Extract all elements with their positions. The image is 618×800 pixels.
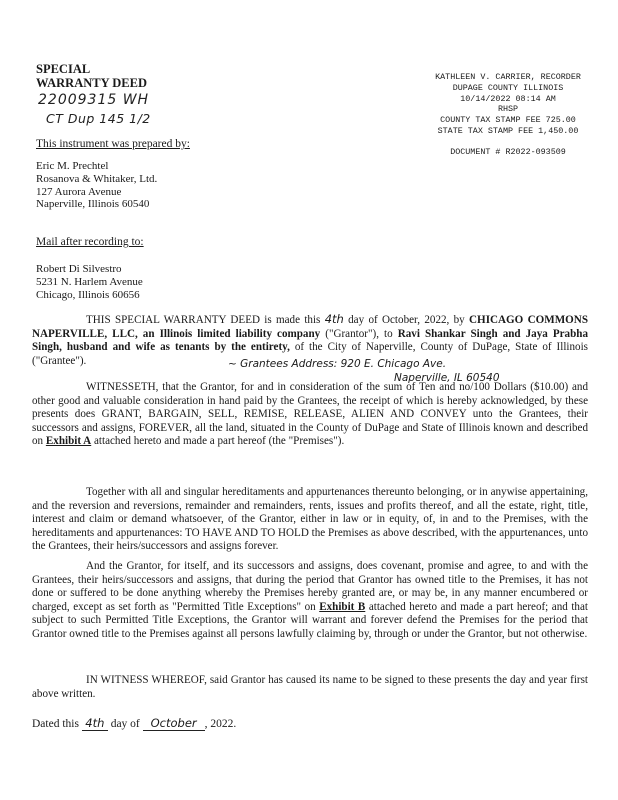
mail-name: Robert Di Silvestro <box>36 263 122 275</box>
preparer-street: 127 Aurora Avenue <box>36 185 122 198</box>
preparer-firm: Rosanova & Whitaker, Ltd. <box>36 172 158 185</box>
mail-to-label: Mail after recording to: <box>36 236 144 248</box>
recorder-stamp <box>422 72 594 158</box>
title-line2: WARRANTY DEED <box>36 76 148 90</box>
deed-paragraph-4: And the Grantor, for itself, and its successors and assigns, does covenant, promise and agree, to and with the Grantees, their heirs/successors and assigns, that during the period that Grantor has owned title to the Premises, it has not done or suffered to be done anything whereby the Premises hereby granted are, or may be, in any manner encumbered or charged, except as set forth as "Permitted Title Exceptions" on Exhibit B attached hereto and made a part hereof; and that subject to such Permitted Title Exceptions, the Grantor will warrant and forever defend the Premises for the period that Grantor owned title to the Premises against all persons lawfully claiming by, through or under the Grantor, but not otherwise. <box>32 560 588 640</box>
preparer-name: Eric M. Prechtel <box>36 160 109 172</box>
prepared-by-label: This instrument was prepared by: <box>36 138 190 150</box>
handwritten-day: 4th <box>324 312 344 326</box>
exhibit-b-link: Exhibit B <box>319 600 366 613</box>
dated-day-handwritten: 4th <box>82 716 108 731</box>
deed-paragraph-2: WITNESSETH, that the Grantor, for and in consideration of the sum of Ten and no/100 Dollars ($10.00) and other good and valuable consideration in hand paid by the Grantees, the receipt of which is hereby acknowledged, by these presents does GRANT, BARGAIN, SELL, REMISE, RELEASE, ALIEN AND CONVEY unto the Grantees, their successors and assigns, FOREVER, all the land, situated in the County of DuPage and State of Illinois known and described on Exhibit A attached hereto and made a part hereof (the "Premises"). <box>32 381 588 448</box>
title-line1: SPECIAL <box>36 62 91 76</box>
deed-paragraph-3: Together with all and singular hereditaments and appurtenances thereunto belonging, or in anywise appertaining, and the reversion and reversions, remainder and remainders, rents, issues and profits thereof, and all the estate, right, title, interest and claim or demand whatsoever, of the Grantor, either in law or in equity, of, in and to the Premises, with the hereditaments and appurtenances: TO HAVE AND TO HOLD the Premises as above described, with the appurtenances, unto the Grantees, their heirs/successors and assigns forever. <box>32 486 588 553</box>
county-tax-stamp: COUNTY TAX STAMP FEE 725.00 <box>440 115 576 126</box>
mail-to-address <box>36 263 143 301</box>
grantee-names: Ravi Shankar Singh and Jaya Prabha Singh, husband and wife as tenants by the entirety, <box>32 327 588 354</box>
dated-line: Dated this 4th day of October , 2022. <box>32 716 237 730</box>
deed-title <box>36 62 147 90</box>
dated-month-handwritten: October <box>143 716 205 731</box>
state-tax-stamp: STATE TAX STAMP FEE 1,450.00 <box>437 125 579 136</box>
recorder-code: RHSP <box>497 104 519 115</box>
deed-paragraph-5: IN WITNESS WHEREOF, said Grantor has caused its name to be signed to these presents the day and year first above written. <box>32 674 588 700</box>
handwritten-note: CT Dup 145 1/2 <box>46 111 151 126</box>
handwritten-grantee-address: ~ Grantees Address: 920 E. Chicago Ave. <box>228 358 447 370</box>
exhibit-a-link: Exhibit A <box>45 435 92 448</box>
mail-city: Chicago, Illinois 60656 <box>36 288 140 301</box>
recorder-county: DUPAGE COUNTY ILLINOIS <box>452 82 564 93</box>
recorder-datetime: 10/14/2022 08:14 AM <box>460 93 556 104</box>
grantor-name: CHICAGO COMMONS NAPERVILLE, LLC, an Illinois limited liability company <box>32 314 588 340</box>
mail-street: 5231 N. Harlem Avenue <box>36 275 143 288</box>
document-number: DOCUMENT # R2022-093509 <box>450 146 566 157</box>
handwritten-doc-number: 22009315 WH <box>38 92 150 108</box>
preparer-city: Naperville, Illinois 60540 <box>36 198 150 211</box>
recorder-name: KATHLEEN V. CARRIER, RECORDER <box>435 72 581 82</box>
handwritten-grantee-city: Naperville, IL 60540 <box>394 372 500 384</box>
preparer-address <box>36 160 157 211</box>
deed-paragraph-1: THIS SPECIAL WARRANTY DEED is made this 4th day of October, 2022, by CHICAGO COMMONS NAPERVILLE, LLC, an Illinois limited liability company ("Grantor"), to Ravi Shankar Singh and Jaya Prabha Singh, husband and wife as tenants by the entirety, of the City of Naperville, County of DuPage, State of Illinois ("Grantee"). <box>32 312 588 367</box>
